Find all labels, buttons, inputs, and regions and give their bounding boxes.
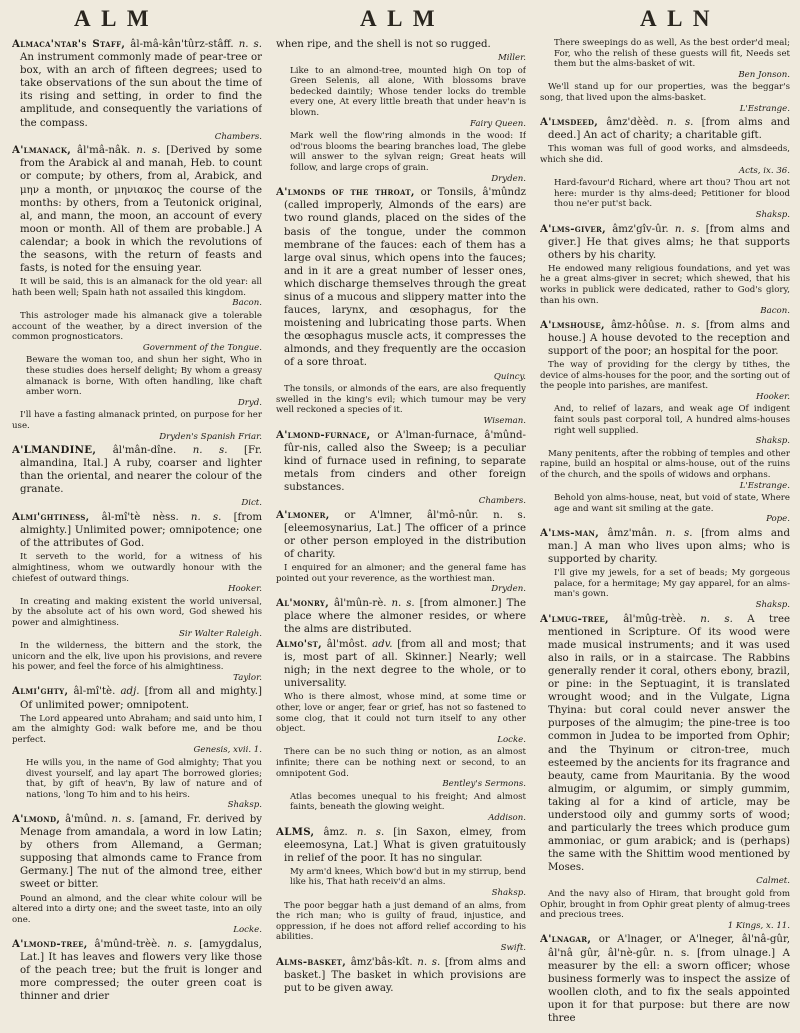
headword: Almi'ghty, bbox=[12, 685, 69, 698]
prose-quotation: He endowed many religious foundations, and yet was he a great alms-giver in secret; which shewed, that his works in publick were dedicated, rather to God's glory, than his own. bbox=[540, 263, 790, 306]
prose-quotation: The Lord appeared unto Abraham; and said unto him, I am the almighty God: walk before me, and be thou perfect. bbox=[12, 713, 262, 745]
citation-source: Chambers. bbox=[214, 131, 262, 142]
definition: [from alms and giver.] He that gives alms; he that supports others by his charity. bbox=[548, 223, 790, 261]
citation-source: Miller. bbox=[497, 53, 526, 64]
prose-quotation: This astrologer made his almanack give a tolerable account of the weather, by a direct inversion of the common prognosticators. bbox=[12, 310, 262, 343]
dictionary-entry bbox=[12, 144, 262, 275]
citation-source: Bentley's Sermons. bbox=[442, 779, 526, 790]
prose-quotation: In the wilderness, the bittern and the stork, the unicorn and the elk, live upon his provisions, and revere his power, and feel the force of his almightiness. bbox=[12, 641, 262, 673]
headword: Almi'ghtiness, bbox=[12, 511, 90, 524]
pronunciation: âmz. bbox=[314, 826, 348, 838]
headword: ALMS, bbox=[276, 825, 315, 838]
pronunciation: âl'môst. bbox=[322, 639, 368, 650]
verse-quotation: Like to an almond-tree, mounted high On top of Green Selenis, all alone, With blossoms brave bedecked daintily; Whose tender locks do tremble every one, At every little breath that under heav'n is blown. bbox=[290, 65, 526, 119]
prose-quotation: It serveth to the world, for a witness of his almightiness, whom we outwardly honour with the chiefest of outward things. bbox=[12, 552, 262, 584]
definition: [from almoner.] The place where the almoner resides, or where the alms are distributed. bbox=[284, 597, 526, 635]
definition: [from almighty.] Unlimited power; omnipotence; one of the attributes of God. bbox=[20, 512, 262, 550]
dictionary-entry bbox=[12, 444, 262, 496]
verse-quotation: Mark well the flow'ring almonds in the wood: If od'rous blooms the bearing branches load, The glebe will answer to the sylvan reign; Great heats will follow, and large crops of grain. bbox=[290, 131, 526, 174]
pronunciation: â'mûnd-trèè. bbox=[87, 938, 161, 950]
prose-quotation: The tonsils, or almonds of the ears, are also frequently swelled in the king's evil; which tumour may be very well reckoned a species of it. bbox=[276, 384, 526, 416]
dictionary-entry bbox=[276, 509, 526, 561]
part-of-speech: n. s. bbox=[669, 319, 700, 331]
part-of-speech: n. s. bbox=[386, 597, 415, 609]
citation-source: Dryden. bbox=[491, 584, 526, 595]
prose-quotation: In creating and making existent the world universal, by the absolute act of his own word, God shewed his power and almightiness. bbox=[12, 596, 262, 628]
verse-quotation: Behold yon alms-house, neat, but void of state, Where age and want sit smiling at the gate. bbox=[554, 493, 790, 514]
pronunciation: âmz-hôûse. bbox=[604, 319, 670, 331]
verse-quotation: Atlas becomes unequal to his freight; And almost faints, beneath the glowing weight. bbox=[290, 791, 526, 813]
text-columns bbox=[12, 38, 790, 1028]
definition: [Derived by some from the Arabick al and manah, Heb. to count or compute; by others, from al, Arabick, and μην a month, or μηνιακος the course of the months: by others, from a Teutonick original, al, and mann, the moon, an account of every moon or month. All of them are probable.] A calendar; a book in which the revolutions of the seasons, with the return of feasts and fasts, is noted for the ensuing year. bbox=[20, 145, 262, 275]
citation-source: Bacon. bbox=[760, 306, 790, 317]
citation-source: Hooker. bbox=[227, 584, 262, 595]
part-of-speech: n. s. bbox=[347, 826, 385, 838]
pronunciation: âl'mûg-trèè. bbox=[608, 613, 686, 625]
part-of-speech: n. s. bbox=[178, 512, 222, 524]
column-right bbox=[540, 38, 790, 1028]
citation-source: Dryden's Spanish Friar. bbox=[159, 431, 262, 442]
prose-quotation: We'll stand up for our properties, was the beggar's song, that lived upon the alms-basket. bbox=[540, 82, 790, 103]
citation-source: Locke. bbox=[497, 734, 526, 745]
citation-source: Shaksp. bbox=[491, 887, 526, 898]
verse-quotation: There sweepings do as well, As the best order'd meal; For, who the relish of these guests will fit, Needs set them but the alms-basket of wit. bbox=[554, 38, 790, 70]
citation-source: Genesis, xvii. 1. bbox=[193, 745, 262, 756]
citation-source: Calmet. bbox=[756, 876, 790, 887]
citation-source: Locke. bbox=[233, 925, 262, 936]
part-of-speech: n. s. bbox=[233, 39, 262, 50]
definition: or Tonsils, â'mûndz (called improperly, Almonds of the ears) are two round glands, placed on the sides of the basis of the tongue, under the common membrane of the fauces: each of them has a large oval sinus, which opens into the fauces; and in it are a great number of lesser ones, which discharge themselves through the great sinus of a mucous and slippery matter into the fauces, larynx, and œsophagus, for the moistening and lubricating those parts. When the œsophagus muscle acts, it compresses the almonds, and they frequently are the occasion of a sore throat. bbox=[284, 187, 526, 369]
verse-quotation: Hard-favour'd Richard, where art thou? Thou art not here: murder is thy alms-deed; Petitioner for blood thou ne'er put'st back. bbox=[554, 178, 790, 210]
definition: [in Saxon, elmey, from eleemosyna, Lat.] What is given gratuitously in relief of the poor. It has no singular. bbox=[284, 826, 526, 864]
dictionary-entry bbox=[540, 223, 790, 262]
dictionary-entry bbox=[276, 186, 526, 369]
headword: A'lmond-tree, bbox=[12, 937, 88, 950]
part-of-speech: n. s. bbox=[668, 223, 700, 235]
headword: A'lmond, bbox=[12, 813, 61, 825]
definition: [from all and most; that is, most part of all. Skinner.] Nearly; well nigh; in the next degree to the whole, or to universality. bbox=[284, 639, 526, 690]
part-of-speech: n. s. bbox=[657, 527, 693, 539]
running-head-left: A L M bbox=[74, 6, 152, 31]
dictionary-entry bbox=[12, 685, 262, 711]
verse-quotation: He wills you, in the name of God almighty; That you divest yourself, and lay apart The borrowed glories; that, by gift of heav'n, By law of nature and of nations, 'long To him and to his heirs. bbox=[26, 758, 262, 800]
headword: Al'monry, bbox=[276, 596, 330, 609]
citation-source: Fairy Queen. bbox=[470, 118, 526, 129]
pronunciation: â'mûnd. bbox=[60, 814, 107, 825]
dictionary-entry bbox=[276, 429, 526, 494]
definition: [amand, Fr. derived by Menage from amandala, a word in low Latin; by others from Allemand, a German; supposing that almonds came to France from Germany.] The nut of the almond tree, either sweet or bitter. bbox=[20, 814, 262, 891]
definition: or A'lman-furnace, â'mûnd-fûr-nis, called also the Sweep; is a peculiar kind of furnace used in refining, to separate metals from cinders and other foreign substances. bbox=[284, 429, 526, 493]
prose-quotation: The poor beggar hath a just demand of an alms, from the rich man; who is guilty of fraud, injustice, and oppression, if he does not afford relief according to his abilities. bbox=[276, 900, 526, 943]
part-of-speech: n. s. bbox=[176, 445, 228, 457]
prose-quotation: I'll have a fasting almanack printed, on purpose for her use. bbox=[12, 410, 262, 431]
part-of-speech: n. s. bbox=[160, 938, 193, 950]
citation-source: Dryden. bbox=[491, 173, 526, 184]
column-left bbox=[12, 38, 262, 1028]
definition: or A'lmner, âl'mô-nûr. n. s. [eleemosynarius, Lat.] The officer of a prince or other person employed in the distribution of charity. bbox=[284, 509, 526, 560]
headword: A'lmanack, bbox=[12, 144, 72, 157]
citation-source: Swift. bbox=[500, 942, 526, 953]
citation-source: Dryd. bbox=[237, 397, 262, 408]
part-of-speech: n. s. bbox=[106, 814, 135, 825]
dictionary-entry bbox=[540, 319, 790, 358]
prose-quotation: And the navy also of Hiram, that brought gold from Ophir, brought in from Ophir great plenty of almug-trees and precious trees. bbox=[540, 889, 790, 921]
pronunciation: âmz'bâs-kît. bbox=[346, 956, 413, 968]
pronunciation: âl'mâ-nâk. bbox=[71, 145, 131, 157]
dictionary-entry bbox=[540, 116, 790, 142]
definition: [from alms and basket.] The basket in which provisions are put to be given away. bbox=[284, 956, 526, 994]
headword: Alms-basket, bbox=[276, 955, 347, 968]
part-of-speech: n. s. bbox=[685, 613, 733, 625]
pronunciation: âl'mân-dîne. bbox=[96, 445, 177, 457]
definition: [from alms and deed.] An act of charity; a charitable gift. bbox=[548, 117, 790, 142]
citation-source: Dict. bbox=[241, 498, 262, 509]
pronunciation: âl-mî'tè. bbox=[68, 686, 116, 698]
dictionary-entry bbox=[276, 638, 526, 690]
citation-source: Sir Walter Raleigh. bbox=[179, 628, 262, 639]
verse-quotation: I'll give my jewels, for a set of beads; My gorgeous palace, for a hermitage; My gay apparel, for an alms-man's gown. bbox=[554, 568, 790, 600]
prose-quotation: There can be no such thing or notion, as an almost infinite; there can be nothing next or second, to an omnipotent God. bbox=[276, 747, 526, 779]
citation-source: Quincy. bbox=[493, 371, 526, 382]
pronunciation: âl'mûn-rè. bbox=[329, 597, 387, 609]
headword: Almaca'ntar's Staff, bbox=[12, 38, 126, 50]
part-of-speech: adv. bbox=[367, 639, 393, 650]
definition: [amygdalus, Lat.] It has leaves and flowers very like those of the peach tree; but the fruit is longer and more compressed; the outer green coat is thinner and drier bbox=[20, 938, 262, 1003]
part-of-speech: adj. bbox=[115, 686, 140, 698]
citation-source: 1 Kings, x. 11. bbox=[727, 920, 790, 931]
pronunciation: âl-mî'tè nèss. bbox=[89, 512, 179, 524]
headword: A'lmoner, bbox=[276, 508, 330, 521]
citation-source: Pope. bbox=[766, 514, 790, 525]
definition: A tree mentioned in Scripture. Of its wood were made musical instruments; and it was used also in rails, or in a staircase. The Rabbins generally render it coral, others ebony, brazil, or pine: in the Septuagint, it is translated wrought wood; and in the Vulgate, Ligna Thyina: but coral could never answer the purposes of the almugim; the pine-tree is too common in Judea to be imported from Ophir; and the Thyinum or citron-tree, much esteemed by the ancients for its fragrance and beauty, came from Mauritania. By the wood almugim, or algumim, or simply gummim, taking al for a kind of article, may be understood oily and gummy sorts of wood; and particularly the trees which produce gum ammoniac, or gum arabick; and is (perhaps) the same with the Shittim wood mentioned by Moses. bbox=[548, 613, 790, 874]
verse-quotation: Beware the woman too, and shun her sight, Who in these studies does herself delight; By whom a greasy almanack is borne, With often handling, like chaft amber worn. bbox=[26, 355, 262, 398]
citation-source: Wiseman. bbox=[483, 415, 526, 426]
headword: A'lnagar, bbox=[540, 933, 592, 946]
headword: A'LMANDINE, bbox=[12, 444, 97, 457]
pronunciation: âmz'mân. bbox=[599, 527, 658, 539]
dictionary-entry bbox=[540, 527, 790, 566]
citation-source: Addison. bbox=[488, 812, 526, 823]
headword: A'lms-man, bbox=[540, 526, 600, 539]
running-head-right: A L N bbox=[640, 6, 713, 31]
citation-source: Hooker. bbox=[755, 391, 790, 402]
prose-quotation: This woman was full of good works, and almsdeeds, which she did. bbox=[540, 144, 790, 165]
running-head bbox=[0, 6, 800, 36]
headword: A'lmsdeed, bbox=[540, 116, 599, 129]
citation-source: Government of the Tongue. bbox=[142, 342, 262, 353]
citation-source: Shaksp. bbox=[227, 800, 262, 811]
verse-quotation: And, to relief of lazars, and weak age Of indigent faint souls past corporal toil, A hundred alms-houses right well supplied. bbox=[554, 404, 790, 436]
dictionary-entry bbox=[12, 938, 262, 1003]
headword: A'lmonds of the throat, bbox=[276, 186, 415, 199]
citation-source: L'Estrange. bbox=[739, 480, 790, 491]
prose-quotation: Pound an almond, and the clear white colour will be altered into a dirty one; and the sweet taste, into an oily one. bbox=[12, 893, 262, 925]
citation-source: L'Estrange. bbox=[739, 103, 790, 114]
pronunciation: âmz'dèèd. bbox=[598, 117, 659, 129]
definition: [from alms and house.] A house devoted to the reception and support of the poor; an hospital for the poor. bbox=[548, 319, 790, 357]
citation-source: Shaksp. bbox=[755, 600, 790, 610]
part-of-speech: n. s. bbox=[412, 956, 441, 968]
citation-source: Acts, ix. 36. bbox=[738, 165, 790, 176]
dictionary-entry bbox=[540, 933, 790, 1025]
prose-quotation: I enquired for an almoner; and the general fame has pointed out your reverence, as the worthiest man. bbox=[276, 562, 526, 584]
column-middle bbox=[276, 38, 526, 1028]
definition: or A'lnager, or A'lneger, âl'nâ-gûr, âl'nâ gûr, âl'nè-gûr. n. s. [from ulnage.] A measurer by the ell: a sworn officer; whose business formerly was to inspect the assize of woollen cloth, and to fix the seals appointed upon it for that purpose: but there are now three bbox=[548, 934, 790, 1024]
definition: [from all and mighty.] Of unlimited power; omnipotent. bbox=[20, 686, 262, 711]
part-of-speech: n. s. bbox=[130, 145, 161, 157]
verse-quotation: My arm'd knees, Which bow'd but in my stirrup, bend like his, That hath receiv'd an alms. bbox=[290, 866, 526, 888]
dictionary-entry bbox=[540, 613, 790, 875]
pronunciation: âmz'gîv-ûr. bbox=[605, 223, 669, 235]
dictionary-entry bbox=[276, 826, 526, 865]
part-of-speech: n. s. bbox=[658, 117, 694, 129]
citation-source: Bacon. bbox=[232, 298, 262, 309]
citation-source: Shaksp. bbox=[755, 209, 790, 220]
definition: An instrument commonly made of pear-tree or box, with an arch of fifteen degrees; used to take observations of the sun about the time of its rising and setting, in order to find the amplitude, and consequently the variations of the compass. bbox=[20, 52, 262, 129]
continued-text: when ripe, and the shell is not so rugged. bbox=[276, 39, 491, 50]
headword: A'lmond-furnace, bbox=[276, 428, 371, 441]
dictionary-entry bbox=[276, 597, 526, 636]
running-head-center: A L M bbox=[360, 6, 438, 31]
definition: [from alms and man.] A man who lives upon alms; who is supported by charity. bbox=[548, 527, 790, 566]
dictionary-entry bbox=[12, 813, 262, 892]
headword: Almo'st, bbox=[276, 638, 323, 650]
dictionary-entry bbox=[12, 511, 262, 550]
citation-source: Ben Jonson. bbox=[738, 69, 790, 80]
dictionary-entry bbox=[276, 956, 526, 995]
prose-quotation: Many penitents, after the robbing of temples and other rapine, build an hospital or alms-house, out of the ruins of the church, and the spoils of widows and orphans. bbox=[540, 448, 790, 480]
headword: A'lms-giver, bbox=[540, 222, 606, 235]
headword: A'lmug-tree, bbox=[540, 612, 609, 625]
prose-quotation: It will be said, this is an almanack for the old year: all hath been well; Spain hath not assailed this kingdom. bbox=[12, 277, 262, 298]
headword: A'lmshouse, bbox=[540, 318, 605, 331]
citation-source: Taylor. bbox=[233, 672, 262, 683]
citation-source: Chambers. bbox=[478, 495, 526, 506]
definition: [Fr. almandina, Ital.] A ruby, coarser and lighter than the oriental, and nearer the colour of the granate. bbox=[20, 445, 262, 496]
prose-quotation: Who is there almost, whose mind, at some time or other, love or anger, fear or grief, has not so fastened to some clog, that it could not turn itself to any other object. bbox=[276, 692, 526, 735]
dictionary-entry bbox=[12, 38, 262, 130]
citation-source: Shaksp. bbox=[755, 436, 790, 447]
pronunciation: âl-mâ-kân'tûrz-stâff. bbox=[125, 39, 234, 50]
prose-quotation: The way of providing for the clergy by tithes, the device of alms-houses for the poor, and the sorting out of the people into parishes, are manifest. bbox=[540, 360, 790, 392]
